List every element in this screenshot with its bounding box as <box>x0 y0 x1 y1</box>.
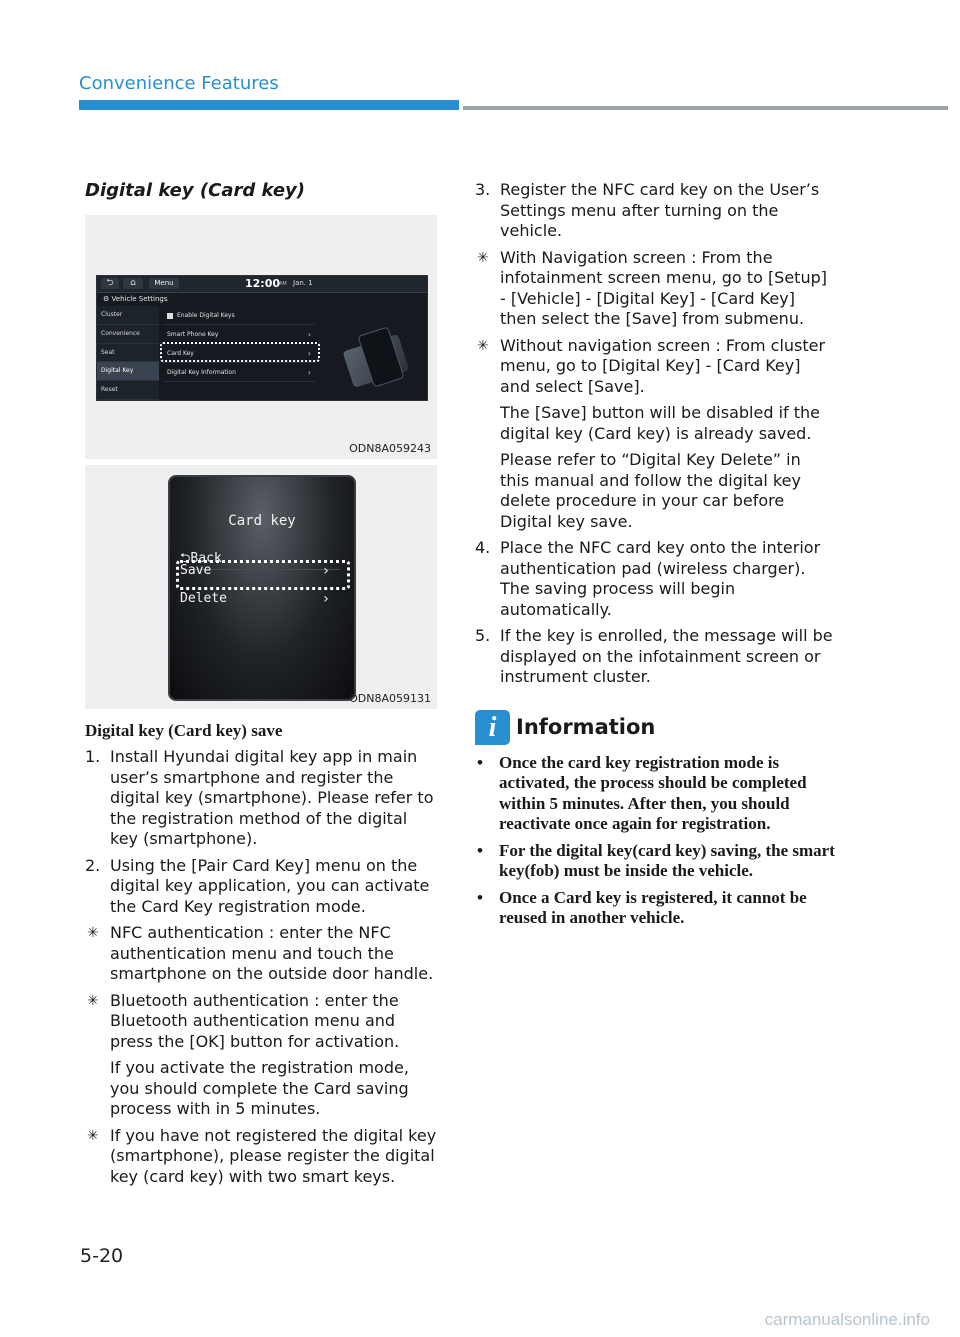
note-continuation: The [Save] button will be disabled if the digital key (Card key) is already saved. <box>500 403 820 443</box>
step-number: 1. <box>85 747 101 766</box>
back-icon: ⮌ <box>101 278 119 289</box>
step-item <box>85 747 440 850</box>
info-bullet <box>475 888 835 929</box>
row-label: Card Key <box>167 350 194 357</box>
note-text: Without navigation screen : From cluster menu, go to [Digital Key] - [Card Key] and select [Save]. <box>500 335 826 396</box>
step-text: Using the [Pair Card Key] menu on the digital key application, you can activate the Card Key registration mode. <box>110 855 430 916</box>
note-text: If you have not registered the digital key (smartphone), please register the digital key (card key) with two smart keys. <box>110 1125 437 1186</box>
row-enable-digital-keys <box>163 306 315 325</box>
bullet-icon: • <box>477 752 483 772</box>
save-highlight <box>176 560 350 590</box>
note-star-icon: ✳ <box>87 925 99 941</box>
step-number: 4. <box>475 538 491 557</box>
row-digital-key-information <box>163 363 315 382</box>
figure-infotainment <box>85 215 437 459</box>
cluster-delete-item <box>180 591 344 606</box>
info-bullet <box>475 753 835 835</box>
cluster-delete-label: Delete <box>180 591 227 606</box>
screen-title-text: Vehicle Settings <box>111 295 168 303</box>
chevron-right-icon: › <box>307 368 311 377</box>
row-label: Smart Phone Key <box>167 331 219 338</box>
note-item <box>475 248 835 330</box>
chevron-right-icon: › <box>307 349 311 358</box>
figure-code: ODN8A059243 <box>349 442 431 455</box>
step-number: 3. <box>475 180 491 199</box>
cluster-save-label: Save <box>180 563 212 578</box>
watermark: carmanualsonline.info <box>764 1310 930 1329</box>
home-icon: ⌂ <box>123 278 143 289</box>
bullet-text: For the digital key(card key) saving, the smart key(fob) must be inside the vehicle. <box>499 840 835 880</box>
clock-date: Jan. 1 <box>293 279 313 287</box>
note-star-icon: ✳ <box>87 992 99 1009</box>
info-icon: i <box>475 710 510 745</box>
chevron-right-icon: › <box>321 563 330 579</box>
page-number: 5-20 <box>80 1245 124 1267</box>
information-title: Information <box>516 715 656 739</box>
note-star-icon: ✳ <box>477 337 489 354</box>
section-title: Digital key (Card key) <box>85 180 305 201</box>
left-steps <box>85 747 440 1187</box>
sidebar-item-convenience: Convenience <box>97 325 159 344</box>
gear-icon: ⚙ <box>103 295 112 303</box>
chevron-right-icon: › <box>307 330 311 339</box>
header-accent-bar <box>79 100 459 110</box>
row-label: Digital Key Information <box>167 369 236 376</box>
step-item <box>85 856 440 918</box>
bullet-icon: • <box>477 840 483 860</box>
figure-code: ODN8A059131 <box>349 692 431 705</box>
step-text: Place the NFC card key onto the interior authentication pad (wireless charger). The saving process will begin automatically. <box>500 538 821 619</box>
note-text: With Navigation screen : From the infotainment screen menu, go to [Setup] - [Vehicle] - [Digital Key] - [Card Key] then select the [Save] from submenu. <box>500 247 827 328</box>
note-text: Bluetooth authentication : enter the Bluetooth authentication menu and press the [OK] button for activation. <box>110 990 400 1051</box>
step-text: Register the NFC card key on the User’s Settings menu after turning on the vehicle. <box>500 180 820 240</box>
note-star-icon: ✳ <box>87 1127 99 1144</box>
info-bullet <box>475 841 835 882</box>
back-arrow-icon: ⮌ <box>180 551 191 566</box>
step-item <box>475 180 835 242</box>
row-label: Enable Digital Keys <box>177 312 235 319</box>
sidebar-item-cluster: Cluster <box>97 306 159 325</box>
screen-sidebar <box>97 306 159 400</box>
checkbox-icon <box>167 313 173 319</box>
note-item <box>85 991 440 1053</box>
note-continuation: Please refer to “Digital Key Delete” in this manual and follow the digital key delete procedure in your car before Digital key save. <box>500 450 801 531</box>
step-text: Install Hyundai digital key app in main user’s smartphone and register the digital key (smartphone). Please refer to the registration method of the digital key (smartphone). <box>110 747 434 848</box>
menu-button: Menu <box>149 278 179 289</box>
figure-cluster <box>85 465 437 709</box>
screen-title <box>103 295 168 303</box>
clock-time: 12:00 <box>245 277 281 290</box>
note-item <box>85 923 440 985</box>
cluster-title: Card key <box>228 513 296 529</box>
step-text: If the key is enrolled, the message will be displayed on the infotainment screen or instrument cluster. <box>500 626 833 686</box>
step-number: 2. <box>85 855 101 875</box>
note-continuation: If you activate the registration mode, you should complete the Card saving process with in 5 minutes. <box>110 1058 409 1118</box>
note-item <box>475 336 835 398</box>
infotainment-screen <box>96 275 428 401</box>
sidebar-item-seat: Seat <box>97 344 159 363</box>
step-number: 5. <box>475 626 491 645</box>
figure-caption: Digital key (Card key) save <box>85 721 283 740</box>
header-rule <box>463 106 948 110</box>
note-item <box>85 1126 440 1188</box>
sidebar-item-digital-key: Digital Key <box>97 362 159 381</box>
step-item <box>475 626 835 688</box>
bullet-text: Once the card key registration mode is activated, the process should be completed within 5 minutes. After then, you should reactivate once again for registration. <box>499 752 807 833</box>
left-column <box>85 180 440 1193</box>
bullet-text: Once a Card key is registered, it cannot be reused in another vehicle. <box>499 887 807 927</box>
note-star-icon: ✳ <box>477 249 489 266</box>
cluster-screen <box>168 475 356 701</box>
information-heading <box>475 710 835 745</box>
cluster-back-label: Back <box>190 551 222 566</box>
sidebar-item-reset: Reset <box>97 381 159 400</box>
chevron-right-icon: › <box>321 591 330 607</box>
header-section-title: Convenience Features <box>79 73 279 94</box>
screen-topbar <box>97 276 427 293</box>
bullet-icon: • <box>477 887 483 907</box>
right-column <box>475 180 835 935</box>
card-key-highlight <box>160 342 320 362</box>
clock-ampm: AM <box>279 281 287 287</box>
step-item <box>475 538 835 620</box>
note-text: NFC authentication : enter the NFC authentication menu and touch the smartphone on the outside door handle. <box>110 923 434 983</box>
